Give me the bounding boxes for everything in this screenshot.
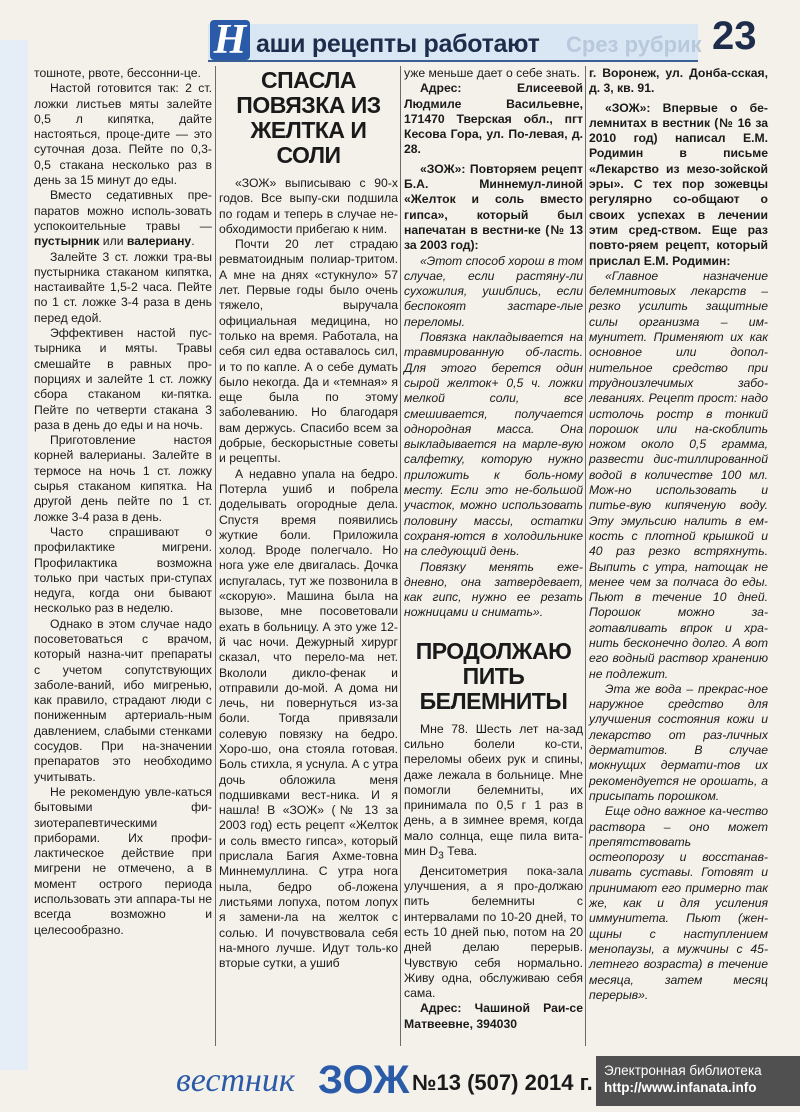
author-address: Адрес: Чашиной Раи-се Матвеевне, 394030	[404, 1001, 583, 1031]
editor-note: «ЗОЖ»: Повторяем рецепт Б.А. Миннемул-линой «Желток и соль вместо гипса», который был напечатан в вестни-ке (№ 13 за 2003 год):	[404, 161, 583, 253]
author-address: Адрес: Елисеевой Людмиле Васильевне, 171470 Тверская обл., пгт Кесова Гора, ул. По-левая, д. 28.	[404, 81, 583, 157]
paragraph: Однако в этом случае надо посоветоваться с врачом, который назна-чит препараты с учетом сопутствующих заболе-ваний, ибо мигренью, как правило, страдают люди с пониженным артериаль-ным давлением, слабыми стенками сосудов. При на-значении препаратов это необходимо учитывать.	[34, 616, 212, 784]
text-span: Вместо седативных пре-паратов можно исполь-зовать успокоительные травы —	[34, 188, 212, 233]
page-number: 23	[712, 14, 757, 58]
quote-paragraph: Еще одно важное ка-чество раствора – оно может препятствовать остеопорозу и восстанав-ливать суставы. Готовят и принимают его примерно так же, как и для усиления иммунитета. Пьют (жен-щины с наступлением менопаузы, а мужчины с 45-летнего возраста) в течение месяца, затем месяц перерыв».	[589, 804, 768, 1002]
paragraph: тошноте, рвоте, бессонни-це.	[34, 66, 201, 80]
quote-paragraph: «Этот способ хорош в том случае, если растяну-ли сухожилия, ушиблись, если беспокоят застаре-лые переломы.	[404, 253, 583, 329]
paragraph: Залейте 3 ст. ложки тра-вы пустырника стаканом кипятка, настаивайте 1,5-2 часа. Пейте по 1 ст. ложке 3-4 раза в день перед едой.	[34, 249, 212, 325]
article-title: ПРОДОЛЖАЮ ПИТЬ БЕЛЕМНИТЫ	[415, 637, 572, 714]
column-1	[34, 66, 212, 938]
badge-url-link[interactable]: http://www.infanata.info	[604, 1080, 757, 1095]
column-divider	[215, 66, 216, 1046]
editor-note: «ЗОЖ»: Впервые о бе-лемнитах в вестник (№ 16 за 2010 год) написал Е.М. Родимин в письме «Лекарство из мезо-зойской эры». С тех пор зожевцы регулярно со-общают о своих успехах в лечении этим сред-ством. Еще раз повто-ряем рецепт, который прислал Е.М. Родимин:	[589, 100, 768, 268]
herb-name: пустырник	[34, 234, 100, 249]
page-header	[0, 0, 800, 62]
paragraph: Приготовление настоя корней валерианы. Залейте в термосе на ночь 1 ст. ложку сырья стаканом кипятка. На другой день пейте по 1 ст. ложке 3-4 раза в день.	[34, 433, 212, 524]
column-divider	[585, 66, 586, 1046]
paragraph: Денситометрия пока-зала улучшения, а я про-должаю пить белемниты с интервалами по 10-20 дней, то есть 10 дней пью, потом на 20 дней делаю перерыв. Чувствую себя нормально. Живу одна, обслуживаю себя сама.	[404, 863, 583, 1001]
quote-paragraph: Повязку менять еже-дневно, она затвердевает, как гипс, нужно ее резать ножницами и снимать».	[404, 559, 583, 620]
header-faded-text: Срез рубрик	[566, 32, 702, 57]
paragraph	[34, 188, 212, 249]
article-title: СПАСЛА ПОВЯЗКА ИЗ ЖЕЛТКА И СОЛИ	[236, 67, 381, 168]
badge-label: Электронная библиотека	[604, 1063, 762, 1078]
paragraph: Не рекомендую увле-каться бытовыми фи-зиотерапевтическими приборами. Их профи-лактическое действие при мигрени не отмечено, а в момент острого периода использовать эти аппара-ты не всегда возможно и целесообразно.	[34, 784, 212, 937]
column-divider	[400, 66, 401, 1046]
rubric-title: аши рецепты работают	[256, 30, 540, 58]
author-address: г. Воронеж, ул. Донба-сская, д. 3, кв. 91.	[589, 66, 768, 96]
library-badge[interactable]	[596, 1056, 800, 1106]
header-logo-letter: Н	[210, 20, 250, 60]
paragraph: «ЗОЖ» выписываю с 90-х годов. Все выпу-ски подшила по годам и теперь в случае не-обходимости прибегаю к ним.	[219, 176, 398, 236]
paragraph: Почти 20 лет страдаю ревматоидным полиар-тритом. А мне на днях «стукнуло» 57 лет. Первые годы было очень тяжело, выручала официальная медицина, но только на время. Работала, на себя сил едва оставалось сил, и то по капле. А о себе думать было некогда. Да и «темная» я еще была по этому заболеванию. Но благодаря вам держусь. Спасибо всем за добрые, бескорыстные советы и рецепты.	[219, 237, 398, 466]
text-span: .	[191, 234, 195, 249]
footer-logo-script: вестник	[176, 1062, 295, 1099]
quote-paragraph: «Главное назначение белемнитовых лекарств – резко усилить защитные силы организма – им-мунитет. Применяют их как основное или допол-нительное средство при трудноизлечимых забо-леваниях. Рецепт прост: надо истолочь ростр в тонкий порошок или на-скоблить ножом около 0,5 грамма, развести дис-тиллированной водой в количестве 100 мл. Мож-но использовать и питье-вую кипяченую воду. Эту эмульсию налить в ем-кость с плотной крышкой и 40 раз резко встряхнуть. Выпить с утра, натощак не менее чем за полчаса до еды. Пьют в течение 10 дней. Порошок можно за-готавливать впрок и хра-нить бесконечно долго. А вот его водный раствор хранению не подлежит.	[589, 268, 768, 681]
subscript: 3	[438, 850, 444, 862]
page-footer	[0, 1056, 800, 1112]
text-span: Тева.	[443, 844, 478, 859]
left-margin-strip	[0, 40, 28, 1070]
paragraph: Настой готовится так: 2 ст. ложки листьев мяты залейте 0,5 л кипятка, дайте настояться, проце-дите — это суточная доза. Пейте по 0,3-0,5 стакана несколько раз в день за 15 минут до еды.	[34, 81, 212, 188]
paragraph: А недавно упала на бедро. Потерла ушиб и побрела доделывать огородные дела. Спустя время появились жуткие боли. Приложила холод. Вроде полегчало. Но нога уже еле двигалась. Дочка испугалась, тут же позвонила в «скорую». Машина была на вызове, мне посоветовали ехать в больницу. А это уже 12-й час ночи. Дежурный хирург сказал, что перело-ма нет. Вкололи дикло-фенак и отправили до-мой. А дома ни лечь, ни повернуться из-за боли. Тогда привязали солевую повязку на бедро. Хоро-шо, она стояла готовая. Боль стихла, я уснула. А с утра дочь обложила меня подшивками вест-ника. И я нашла! В «ЗОЖ» (№ 13 за 2003 год) есть рецепт «Желток и соль вместо гипса», который прислала Багия Ахме-товна Миннемуллина. С утра нога ныла, бедро об-ложена листьями лопуха, потом лопух я замени-ла на желток с солью. И почувствовала себя на-много лучше. Идут толь-ко вторые сутки, а ушиб	[219, 466, 398, 971]
quote-paragraph: Эта же вода – прекрас-ное наружное средство для улучшения состояния кожи и лекарство от раз-личных дерматитов. В случае мокнущих дермати-тов их рекомендуется не орошать, а присыпать порошком.	[589, 681, 768, 803]
paragraph: уже меньше дает о себе знать.	[404, 66, 581, 80]
paragraph	[404, 722, 583, 864]
column-4	[589, 66, 768, 1003]
column-3	[404, 66, 583, 1032]
quote-paragraph: Повязка накладывается на травмированную об-ласть. Для этого берется один сырой желток+ 0,5 ч. ложки мелкой соли, все смешивается, получается однородная масса. Она выкладывается на марле-вую салфетку, которую нужно приложить к боль-ному месту. Если это не-большой участок, можно использовать половину массы, остатки сохраня-ются в холодильнике на следующий день.	[404, 330, 583, 559]
text-span: Мне 78. Шесть лет на-зад сильно болели ко-сти, переломы обеих рук и спины, даже лежала в больнице. Мне помогли белемниты, их принимала по 0,5 г 1 раз в день, а в зимнее время, когда мало солнца, еще пила вита-мин D	[404, 721, 583, 859]
text-span: или	[99, 234, 127, 249]
paragraph: Эффективен настой пус-тырника и мяты. Травы смешайте в равных про-порциях и залейте 1 ст. ложку сбора стаканом ки-пятка. Пейте по четверти стакана 3 раза в день до еды и на ночь.	[34, 326, 212, 432]
paragraph: Часто спрашивают о профилактике мигрени. Профилактика возможна только при частых при-ступах недуга, когда они бывают несколько раз в неделю.	[34, 524, 212, 616]
herb-name: валериану	[126, 234, 192, 249]
column-2	[219, 66, 398, 971]
footer-logo-zozh: ЗОЖ	[318, 1058, 410, 1102]
issue-number: №13 (507) 2014 г.	[412, 1070, 593, 1095]
